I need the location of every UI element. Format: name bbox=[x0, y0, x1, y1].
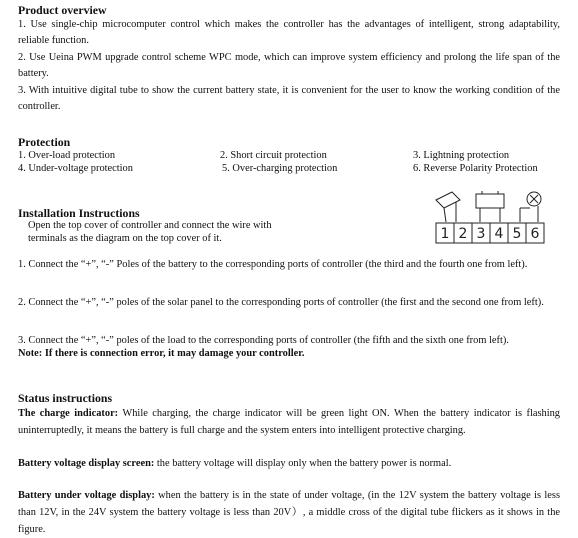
under-label: Battery under voltage display: bbox=[18, 490, 155, 501]
installation-step-3: 3. Connect the “+”, “-” poles of the load to the corresponding ports of controller (the fifth and the sixth one from left). bbox=[18, 335, 509, 346]
under-text: when the battery is in the state of under voltage, (in the 12V system the battery voltage is less than 12V, in the 24V system the battery voltage is less than 20V）, a middle cross of the digital tube flickers as it shows in the figure. bbox=[18, 490, 560, 535]
terminal-number: 4 bbox=[494, 226, 504, 242]
terminal-number: 2 bbox=[458, 226, 468, 242]
terminal-diagram bbox=[434, 190, 546, 246]
protection-item-2: 2. Short circuit protection bbox=[220, 150, 327, 161]
protection-title: Protection bbox=[18, 135, 71, 149]
terminal-number: 6 bbox=[530, 226, 540, 242]
overview-list bbox=[18, 17, 560, 115]
installation-note: Note: If there is connection error, it may damage your controller. bbox=[18, 348, 305, 359]
lamp-icon bbox=[520, 192, 541, 222]
protection-item-3: 3. Lightning protection bbox=[413, 150, 510, 161]
charge-label: The charge indicator: bbox=[18, 408, 119, 419]
solar-panel-icon bbox=[436, 192, 460, 222]
terminal-number: 5 bbox=[512, 226, 522, 242]
protection-item-1: 1. Over-load protection bbox=[18, 150, 116, 161]
protection-item-5: 5. Over-charging protection bbox=[222, 163, 338, 174]
protection-item-4: 4. Under-voltage protection bbox=[18, 163, 133, 174]
installation-intro: Open the top cover of controller and connect the wire with terminals as the diagram on the top cover of it. bbox=[28, 220, 272, 244]
status-under-voltage bbox=[18, 487, 560, 538]
overview-item-2: 2. Use Ueina PWM upgrade control scheme WPC mode, which can improve system efficiency and prolong the life span of the battery. bbox=[18, 51, 560, 80]
protection-item-6: 6. Reverse Polarity Protection bbox=[413, 163, 538, 174]
voltage-text: the battery voltage will display only when the battery power is normal. bbox=[154, 458, 452, 469]
overview-title: Product overview bbox=[18, 3, 107, 17]
overview-item-3: 3. With intuitive digital tube to show the current battery state, it is convenient for the user to know the working condition of the controller. bbox=[18, 84, 560, 113]
terminal-number: 1 bbox=[440, 226, 450, 242]
voltage-label: Battery voltage display screen: bbox=[18, 458, 155, 469]
status-charge bbox=[18, 405, 560, 439]
installation-step-2: 2. Connect the “+”, “-” poles of the solar panel to the corresponding ports of controller (the first and the second one from left). bbox=[18, 297, 544, 308]
status-title: Status instructions bbox=[18, 391, 113, 405]
battery-icon bbox=[476, 191, 504, 222]
terminal-number: 3 bbox=[476, 226, 486, 242]
installation-title: Installation Instructions bbox=[18, 206, 140, 220]
overview-item-1: 1. Use single-chip microcomputer control which makes the controller has the advantages of intelligent, strong adaptability, reliable function. bbox=[18, 19, 560, 47]
status-voltage bbox=[18, 456, 560, 472]
charge-text: While charging, the charge indicator will be green light ON. When the battery indicator is flashing uninterruptedly, it means the battery is full charge and the system enters into intelligent protective charging. bbox=[18, 408, 560, 436]
installation-step-1: 1. Connect the “+”, “-” Poles of the battery to the corresponding ports of controller (the third and the fourth one from left). bbox=[18, 259, 528, 270]
